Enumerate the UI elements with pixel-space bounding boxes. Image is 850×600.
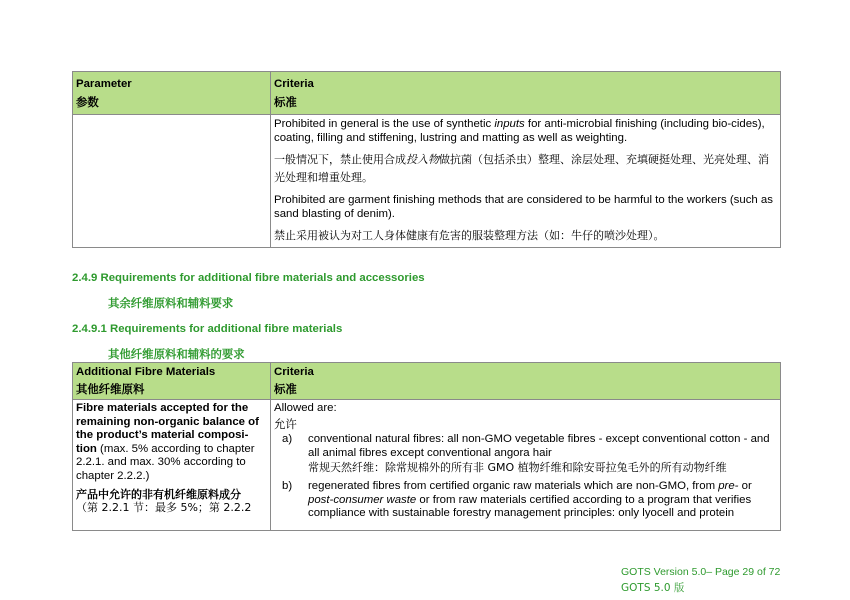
table-row	[73, 115, 781, 248]
list-item-b: b) regenerated fibres from certified organic raw materials which are non-GMO, from pre- or post-consumer waste or from raw materials certified according to a program that verifies compliance with sustainable forestry management principles: only lyocell and protein	[282, 479, 752, 520]
criteria-cell	[271, 115, 781, 248]
criteria-para-synthetic-inputs: Prohibited in general is the use of synthetic inputs for anti-microbial finishing (including bio-cides), coating, filling and stiffening, lustring and matting as well as weighting.	[274, 118, 765, 144]
criteria-para-synthetic-inputs-cn: 一般情况下，禁止使用合成投入物做抗菌（包括杀虫）整理、涂层处理、充填硬挺处理、光亮处理、消光处理和增重处理。	[274, 153, 769, 184]
header-additional-fibre	[73, 363, 271, 400]
header-criteria-cn: 标准	[274, 95, 297, 109]
criteria-para-garment-finishing-cn: 禁止采用被认为对工人身体健康有危害的服装整理方法（如：牛仔的喷沙处理）。	[274, 229, 665, 242]
header-criteria	[271, 363, 781, 400]
criteria-table-finishing	[72, 71, 781, 248]
parameter-cell	[73, 115, 271, 248]
header-parameter-cn: 参数	[76, 95, 99, 109]
footer-version-cn: GOTS 5.0 版	[621, 582, 685, 594]
header-criteria-en: Criteria	[274, 78, 314, 90]
fibre-materials-text-cn: 产品中允许的非有机纤维原料成分 （第 2.2.1 节：最多 5%；第 2.2.2	[76, 487, 252, 515]
list-item-a-cn: 常规天然纤维：除常规棉外的所有非 GMO 植物纤维和除安哥拉兔毛外的所有动物纤维	[308, 461, 727, 475]
fibre-materials-cell	[73, 400, 271, 531]
table-header-row	[73, 363, 781, 400]
footer-page-info: GOTS Version 5.0– Page 29 of 72	[621, 566, 781, 578]
section-heading-2-4-9: 2.4.9 Requirements for additional fibre materials and accessories	[72, 272, 425, 284]
list-item-a: a) conventional natural fibres: all non-GMO vegetable fibres - except conventional cotton - and all animal fibres except conventional angora hair	[282, 433, 770, 459]
header-parameter	[73, 72, 271, 115]
table-header-row	[73, 72, 781, 115]
criteria-para-garment-finishing: Prohibited are garment finishing methods that are considered to be harmful to the workers (such as sand blasting of denim).	[274, 194, 773, 220]
section-heading-2-4-9-1: 2.4.9.1 Requirements for additional fibre materials	[72, 323, 343, 335]
header-criteria	[271, 72, 781, 115]
section-heading-2-4-9-1-cn: 其他纤维原料和辅料的要求	[108, 347, 245, 361]
fibre-materials-text: Fibre materials accepted for the remaining non-organic balance of the product’s material composi-tion (max. 5% according to chapter 2.2.1. and max. 30% according to chapter 2.2.2.)	[76, 402, 259, 482]
criteria-cell	[271, 400, 781, 531]
header-parameter-en: Parameter	[76, 78, 132, 90]
header-criteria-cn: 标准	[274, 382, 297, 396]
allowed-label-cn: 允许	[274, 416, 297, 431]
section-heading-2-4-9-cn: 其余纤维原料和辅料要求	[108, 296, 234, 310]
header-criteria-en: Criteria	[274, 366, 314, 378]
header-additional-fibre-cn: 其他纤维原料	[76, 382, 145, 396]
header-additional-fibre-en: Additional Fibre Materials	[76, 366, 216, 378]
additional-fibre-table	[72, 362, 781, 531]
table-row	[73, 400, 781, 531]
allowed-label: Allowed are:	[274, 402, 337, 414]
